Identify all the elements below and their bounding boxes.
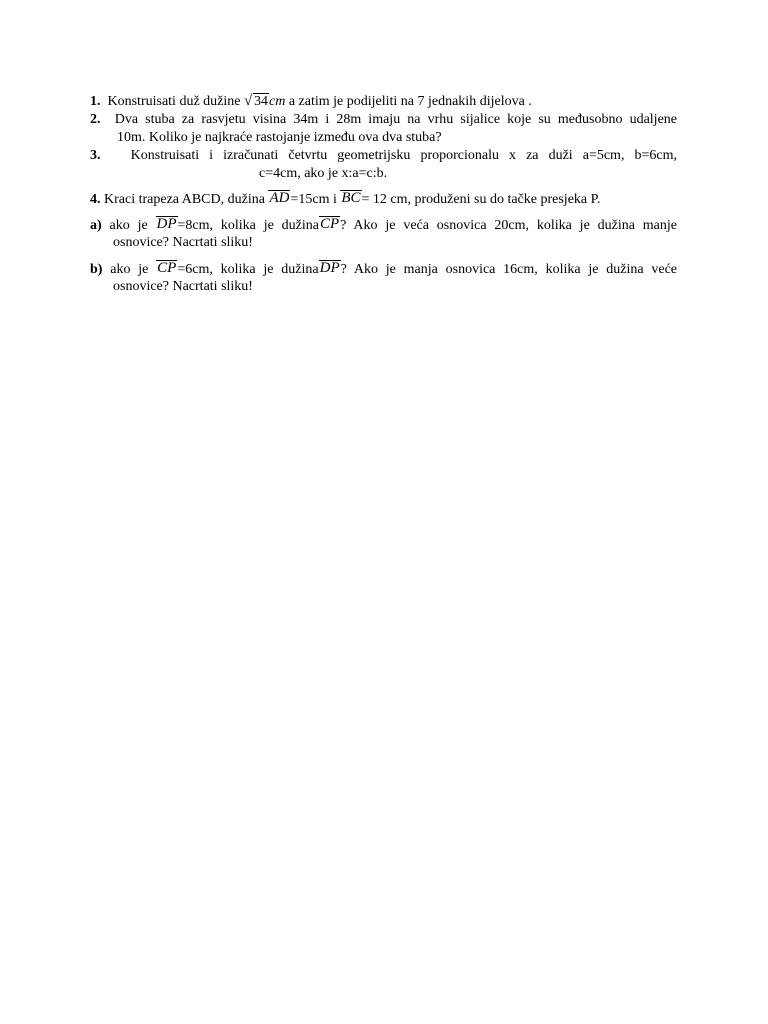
- problem-number: 4.: [90, 192, 101, 207]
- segment-label: AD: [269, 190, 290, 206]
- problem-text: ako je: [109, 218, 148, 233]
- problem-number: 3.: [90, 148, 101, 163]
- radical-sign-icon: √: [243, 93, 253, 109]
- problem-4: [90, 190, 677, 209]
- problem-text: osnovice? Nacrtati sliku!: [113, 279, 253, 294]
- problem-text: ? Ako je manja osnovica 16cm, kolika je dužina veće: [340, 262, 677, 277]
- segment-label: CP: [319, 216, 340, 232]
- part-b-line-1: [90, 260, 677, 279]
- problem-number: 1.: [90, 94, 101, 109]
- problem-number: 2.: [90, 112, 101, 127]
- problem-1: [90, 93, 677, 111]
- radicand: 34: [253, 94, 268, 109]
- problem-text: ako je: [110, 262, 149, 277]
- problem-text: osnovice? Nacrtati sliku!: [113, 235, 253, 250]
- problem-text: Konstruisati duž dužine: [107, 94, 241, 109]
- problem-text: =8cm, kolika je dužina: [177, 218, 319, 233]
- unit: cm: [268, 94, 286, 109]
- problem-text: =15cm i: [290, 192, 337, 207]
- segment-label: DP: [156, 216, 177, 232]
- segment-label: DP: [319, 260, 340, 276]
- problem-text: =6cm, kolika je dužina: [177, 262, 319, 277]
- segment-label: CP: [157, 260, 177, 276]
- problem-2-line-2: [117, 129, 677, 147]
- problem-3-line-2: [259, 165, 559, 183]
- problem-text: Konstruisati i izračunati četvrtu geometrijsku proporcionalu x za duži a=5cm, b=6cm,: [130, 148, 677, 163]
- problem-text: Kraci trapeza ABCD, dužina: [104, 192, 265, 207]
- part-label: b): [90, 262, 103, 277]
- problem-3-line-1: [90, 147, 677, 165]
- problem-2-line-1: [90, 111, 677, 129]
- problem-text: a zatim je podijeliti na 7 jednakih dijelova .: [288, 94, 532, 109]
- square-root-expression: [244, 93, 269, 111]
- part-label: a): [90, 218, 102, 233]
- part-b-line-2: [113, 278, 677, 296]
- problem-text: Dva stuba za rasvjetu visina 34m i 28m imaju na vrhu sijalice koje su međusobno udaljene: [114, 112, 677, 127]
- problem-text: = 12 cm, produženi su do tačke presjeka P.: [361, 192, 601, 207]
- problem-text: c=4cm, ako je x:a=c:b.: [259, 166, 388, 181]
- problem-text: ? Ako je veća osnovica 20cm, kolika je dužina manje: [340, 218, 677, 233]
- segment-label: BC: [341, 190, 361, 206]
- part-a-line-2: [113, 234, 677, 252]
- part-a-line-1: [90, 216, 677, 235]
- problem-text: 10m. Koliko je najkraće rastojanje između ova dva stuba?: [117, 130, 442, 145]
